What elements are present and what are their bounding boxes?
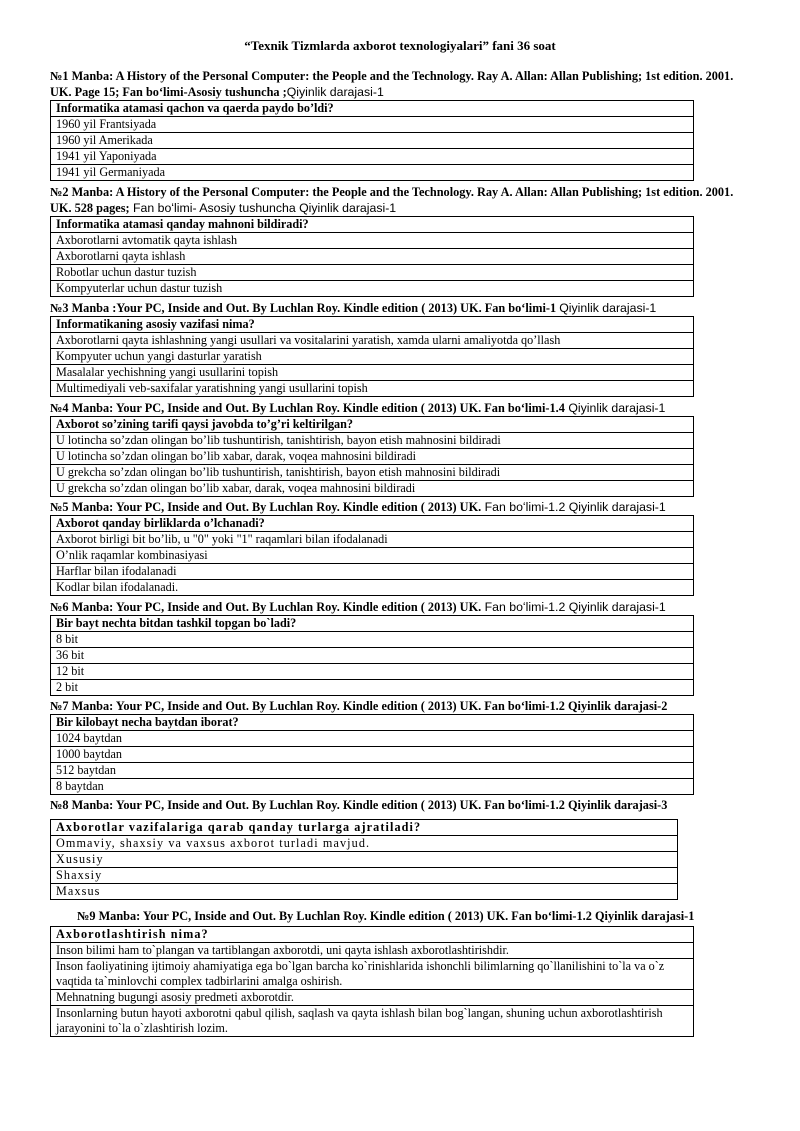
answer-option: Ommaviy, shaxsiy va vaxsus axborot turladi mavjud.	[51, 836, 678, 852]
question-block-9	[50, 908, 750, 1037]
question-block-8	[50, 797, 750, 900]
source-line: №2 Manba: A History of the Personal Computer: the People and the Technology. Ray A. Allan: Allan Publishing; 1st edition. 2001. UK. 528 pages; Fan boʻlimi- Asosiy tushuncha Qiyinlik darajasi-1	[50, 185, 734, 215]
question-block-3	[50, 300, 750, 397]
answer-option: 1960 yil Amerikada	[51, 133, 694, 149]
answer-option: Shaxsiy	[51, 868, 678, 884]
source-line: №1 Manba: A History of the Personal Computer: the People and the Technology. Ray A. Allan: Allan Publishing; 1st edition. 2001. UK. Page 15; Fan boʻlimi-Asosiy tushuncha ;Qiyinlik darajasi-1	[50, 69, 734, 99]
answer-option: 1941 yil Yaponiyada	[51, 149, 694, 165]
question-text: Informatika atamasi qachon va qaerda paydo bo’ldi?	[51, 101, 694, 117]
question-block-5	[50, 499, 750, 596]
answer-option: Inson faoliyatining ijtimoiy ahamiyatiga ega bo`lgan barcha ko`rinishlarida ishonchli bilimlarning qo`llanilishini to`la va o`z vaqtida ta`minlovchi complex tadbirlarini amalga oshirish.	[51, 959, 694, 990]
answer-option: U grekcha so’zdan olingan bo’lib xabar, darak, voqea mahnosini bildiradi	[51, 481, 694, 497]
page-title: “Texnik Tizmlarda axborot texnologiyalari” fani 36 soat	[244, 38, 556, 53]
answer-table	[50, 714, 694, 795]
answer-option: Kompyuterlar uchun dastur tuzish	[51, 281, 694, 297]
answer-option: Insonlarning butun hayoti axborotni qabul qilish, saqlash va qayta ishlash bilan bog`langan, shuning uchun axborotlashtirish jarayonini to`la o`zlashtirish lozim.	[51, 1006, 694, 1037]
question-text: Axborotlashtirish nima?	[51, 927, 694, 943]
answer-option: 8 baytdan	[51, 779, 694, 795]
answer-option: 1024 baytdan	[51, 731, 694, 747]
answer-table	[50, 515, 694, 596]
answer-option: Axborot birligi bit bo’lib, u "0" yoki "1" raqamlari bilan ifodalanadi	[51, 532, 694, 548]
answer-option: 36 bit	[51, 648, 694, 664]
answer-option: Axborotlarni qayta ishlash	[51, 249, 694, 265]
answer-table	[50, 926, 694, 1037]
question-text: Axborot qanday birliklarda o’lchanadi?	[51, 516, 694, 532]
answer-table	[50, 316, 694, 397]
answer-option: Axborotlarni avtomatik qayta ishlash	[51, 233, 694, 249]
question-text: Axborot so’zining tarifi qaysi javobda to’g’ri keltirilgan?	[51, 417, 694, 433]
question-block-2	[50, 184, 750, 297]
answer-table	[50, 216, 694, 297]
answer-option: 1000 baytdan	[51, 747, 694, 763]
question-text: Bir kilobayt necha baytdan iborat?	[51, 715, 694, 731]
answer-option: Masalalar yechishning yangi usullarini topish	[51, 365, 694, 381]
answer-option: Inson bilimi ham to`plangan va tartiblangan axborotdi, uni qayta ishlash axborotlashtirishdir.	[51, 943, 694, 959]
question-block-6	[50, 599, 750, 696]
answer-option: O’nlik raqamlar kombinasiyasi	[51, 548, 694, 564]
answer-option: Robotlar uchun dastur tuzish	[51, 265, 694, 281]
question-text: Bir bayt nechta bitdan tashkil topgan bo`ladi?	[51, 616, 694, 632]
answer-option: U lotincha so’zdan olingan bo’lib xabar, darak, voqea mahnosini bildiradi	[51, 449, 694, 465]
answer-option: U grekcha so’zdan olingan bo’lib tushuntirish, tanishtirish, bayon etish mahnosini bildiradi	[51, 465, 694, 481]
source-line: №5 Manba: Your PC, Inside and Out. By Luchlan Roy. Kindle edition ( 2013) UK. Fan boʻlimi-1.2 Qiyinlik darajasi-1	[50, 500, 666, 514]
question-block-7	[50, 698, 750, 795]
answer-option: Maxsus	[51, 884, 678, 900]
answer-option: Kodlar bilan ifodalanadi.	[51, 580, 694, 596]
answer-option: 512 baytdan	[51, 763, 694, 779]
question-text: Informatikaning asosiy vazifasi nima?	[51, 317, 694, 333]
source-line: №8 Manba: Your PC, Inside and Out. By Luchlan Roy. Kindle edition ( 2013) UK. Fan boʻlimi-1.2 Qiyinlik darajasi-3	[50, 798, 668, 812]
answer-option: 12 bit	[51, 664, 694, 680]
source-line: №3 Manba :Your PC, Inside and Out. By Luchlan Roy. Kindle edition ( 2013) UK. Fan boʻlimi-1 Qiyinlik darajasi-1	[50, 301, 657, 315]
question-block-1	[50, 68, 750, 181]
answer-option: 8 bit	[51, 632, 694, 648]
source-line: №7 Manba: Your PC, Inside and Out. By Luchlan Roy. Kindle edition ( 2013) UK. Fan boʻlimi-1.2 Qiyinlik darajasi-2	[50, 699, 668, 713]
answer-option: Kompyuter uchun yangi dasturlar yaratish	[51, 349, 694, 365]
answer-option: Harflar bilan ifodalanadi	[51, 564, 694, 580]
answer-option: Multimediyali veb-saxifalar yaratishning yangi usullarini topish	[51, 381, 694, 397]
answer-table	[50, 819, 678, 900]
answer-table	[50, 100, 694, 181]
answer-option: Axborotlarni qayta ishlashning yangi usullari va vositalarini yaratish, xamda ularni amaliyotda qo’llash	[51, 333, 694, 349]
question-block-4	[50, 400, 750, 497]
answer-option: Xususiy	[51, 852, 678, 868]
question-text: Axborotlar vazifalariga qarab qanday turlarga ajratiladi?	[51, 820, 678, 836]
answer-option: U lotincha so’zdan olingan bo’lib tushuntirish, tanishtirish, bayon etish mahnosini bildiradi	[51, 433, 694, 449]
answer-table	[50, 416, 694, 497]
source-line: №9 Manba: Your PC, Inside and Out. By Luchlan Roy. Kindle edition ( 2013) UK. Fan boʻlimi-1.2 Qiyinlik darajasi-1	[77, 909, 695, 923]
question-text: Informatika atamasi qanday mahnoni bildiradi?	[51, 217, 694, 233]
answer-option: 1941 yil Germaniyada	[51, 165, 694, 181]
answer-option: 1960 yil Frantsiyada	[51, 117, 694, 133]
answer-option: 2 bit	[51, 680, 694, 696]
answer-table	[50, 615, 694, 696]
source-line: №6 Manba: Your PC, Inside and Out. By Luchlan Roy. Kindle edition ( 2013) UK. Fan boʻlimi-1.2 Qiyinlik darajasi-1	[50, 600, 666, 614]
source-line: №4 Manba: Your PC, Inside and Out. By Luchlan Roy. Kindle edition ( 2013) UK. Fan boʻlimi-1.4 Qiyinlik darajasi-1	[50, 401, 666, 415]
answer-option: Mehnatning bugungi asosiy predmeti axborotdir.	[51, 990, 694, 1006]
